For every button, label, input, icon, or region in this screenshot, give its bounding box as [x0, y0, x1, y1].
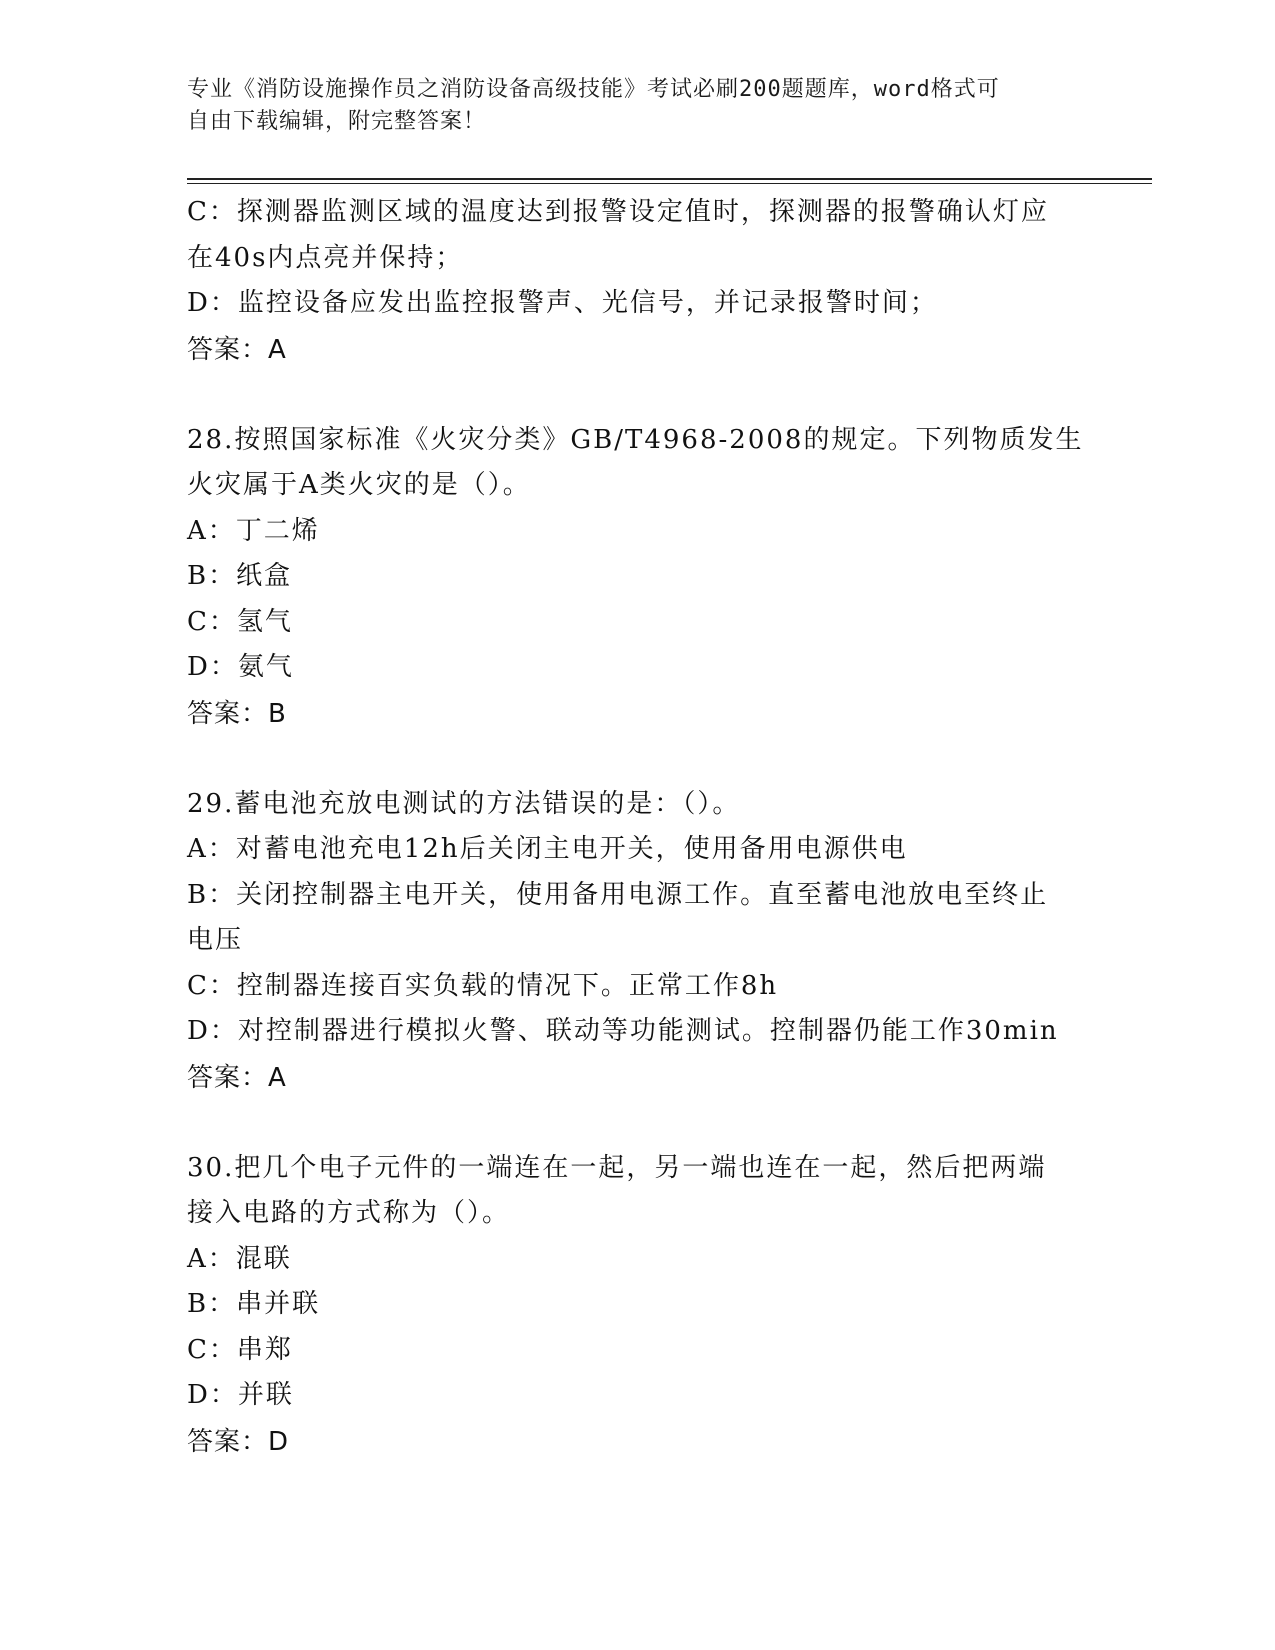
- option-b-line-2: 电压: [187, 925, 244, 955]
- option-a: A：丁二烯: [187, 515, 320, 546]
- question-30: [187, 1146, 1077, 1465]
- option-d: D：氨气: [187, 652, 294, 682]
- question-list: [187, 190, 1084, 1465]
- option-c-line-1: C：探测器监测区域的温度达到报警设定值时，探测器的报警确认灯应: [187, 197, 1049, 227]
- header-divider-thin: [187, 183, 1152, 184]
- spacer: [187, 373, 1077, 418]
- option-d: D：并联: [187, 1380, 294, 1410]
- question-stem-line-1: 28.按照国家标准《火灾分类》GB/T4968-2008的规定。下列物质发生: [187, 424, 1084, 455]
- question-stem-line-1: 29.蓄电池充放电测试的方法错误的是：（）。: [187, 788, 741, 819]
- question-stem-line-1: 30.把几个电子元件的一端连在一起，另一端也连在一起，然后把两端: [187, 1152, 1047, 1183]
- option-c-line-2: 在40s内点亮并保持；: [187, 242, 464, 273]
- option-a: A：混联: [187, 1243, 292, 1274]
- header-line-2: 自由下载编辑，附完整答案！: [187, 109, 487, 134]
- answer: 答案：B: [187, 698, 287, 729]
- option-c: C：串郑: [187, 1334, 293, 1365]
- header-line-1: 专业《消防设施操作员之消防设备高级技能》考试必刷200题题库，word格式可: [187, 77, 1000, 102]
- option-d: D：监控设备应发出监控报警声、光信号，并记录报警时间；: [187, 288, 938, 318]
- option-d: D：对控制器进行模拟火警、联动等功能测试。控制器仍能工作30min: [187, 1016, 1059, 1046]
- option-b: B：纸盒: [187, 561, 293, 591]
- spacer: [187, 737, 1077, 782]
- option-c: C：氢气: [187, 606, 293, 637]
- header-divider-thick: [187, 178, 1152, 180]
- answer: 答案：A: [187, 1062, 287, 1093]
- option-a: A：对蓄电池充电12h后关闭主电开关，使用备用电源供电: [187, 834, 908, 864]
- answer: 答案：A: [187, 334, 287, 365]
- page-header: [187, 74, 1067, 138]
- question-continued: [187, 190, 1077, 373]
- question-29: [187, 782, 1077, 1101]
- option-b-line-1: B：关闭控制器主电开关，使用备用电源工作。直至蓄电池放电至终止: [187, 879, 1049, 910]
- option-c: C：控制器连接百实负载的情况下。正常工作8h: [187, 970, 779, 1001]
- question-stem-line-2: 火灾属于A类火灾的是（）。: [187, 470, 531, 500]
- spacer: [187, 1101, 1077, 1146]
- question-28: [187, 418, 1084, 737]
- answer: 答案：D: [187, 1426, 290, 1457]
- option-b: B：串并联: [187, 1289, 321, 1319]
- question-stem-line-2: 接入电路的方式称为（）。: [187, 1198, 511, 1228]
